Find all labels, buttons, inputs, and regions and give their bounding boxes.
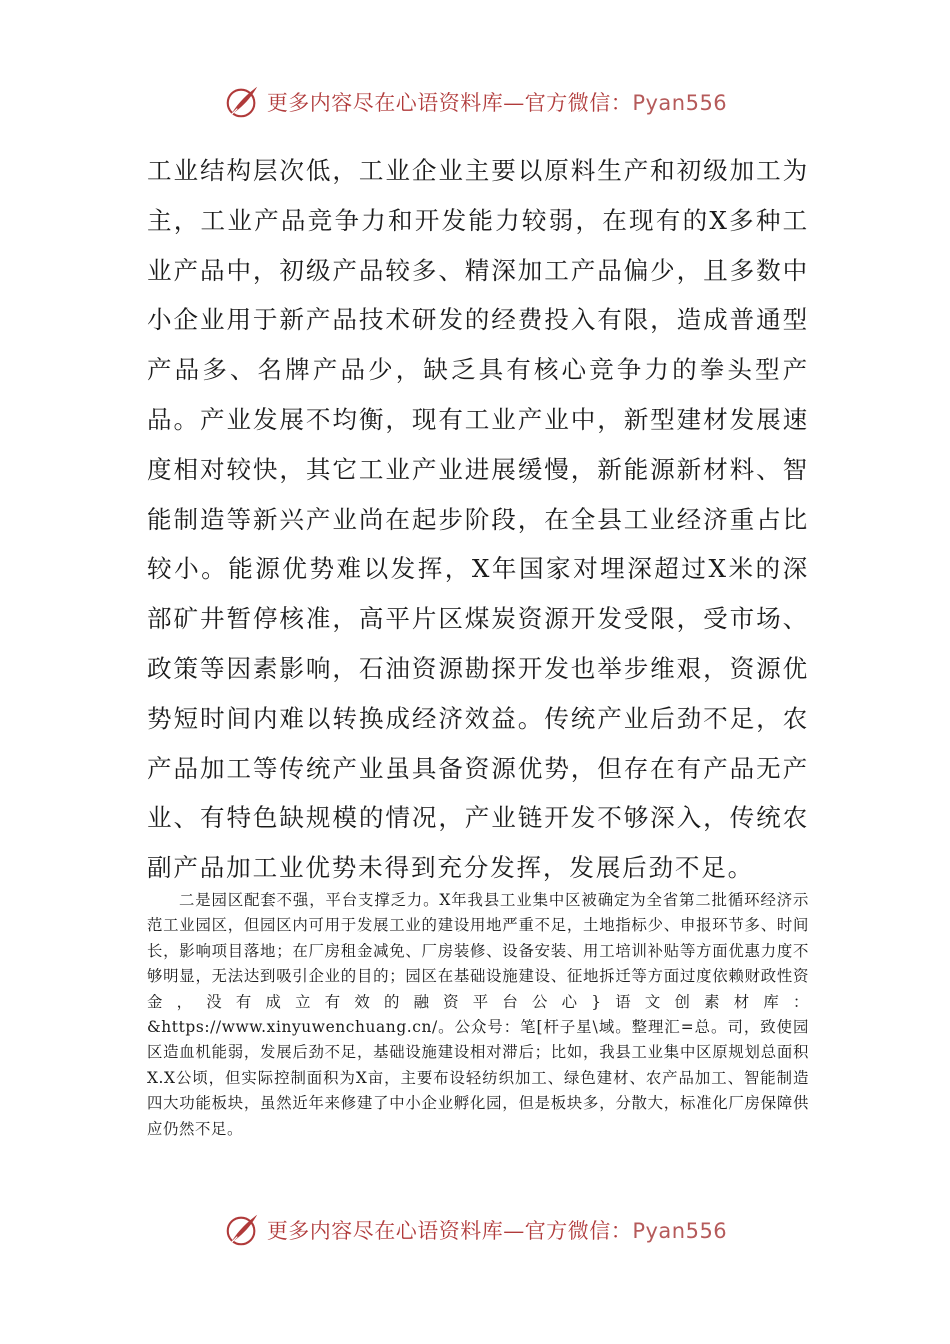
- small-paragraph: 二是园区配套不强，平台支撑乏力。X年我县工业集中区被确定为全省第二批循环经济示范工业园区，但园区内可用于发展工业的建设用地严重不足，土地指标少、申报环节多、时间长，影响项目落地；在厂房租金减免、厂房装修、设备安装、用工培训补贴等方面优惠力度不够明显，无法达到吸引企业的目的；园区在基础设施建设、征地拆迁等方面过度依赖财政性资金，没有成立有效的融资平台公心}语文创素材库：&https://www.xinyuwenchuang.cn/。公众号：笔[杆子星\域。整理汇=总。司，致使园区造血机能弱，发展后劲不足，基础设施建设相对滞后；比如，我县工业集中区原规划总面积X.X公顷，但实际控制面积为X亩，主要布设轻纺织加工、绿色建材、农产品加工、智能制造四大功能板块，虽然近年来修建了中小企业孵化园，但是板块多，分散大，标准化厂房保障供应仍然不足。: [147, 891, 809, 1138]
- wechat-id: Pyan556: [632, 1219, 728, 1243]
- quill-pen-icon: [223, 83, 261, 121]
- body-paragraph: 工业结构层次低，工业企业主要以原料生产和初级加工为主，工业产品竞争力和开发能力较弱，在现有的X多种工业产品中，初级产品较多、精深加工产品偏少，且多数中小企业用于新产品技术研发的经费投入有限，造成普通型产品多、名牌产品少，缺乏具有核心竞争力的拳头型产品。产业发展不均衡，现有工业产业中，新型建材发展速度相对较快，其它工业产业进展缓慢，新能源新材料、智能制造等新兴产业尚在起步阶段，在全县工业经济重占比较小。能源优势难以发挥，X年国家对埋深超过X米的深部矿井暂停核准，高平片区煤炭资源开发受限，受市场、政策等因素影响，石油资源勘探开发也举步维艰，资源优势短时间内难以转换成经济效益。传统产业后劲不足，农产品加工等传统产业虽具备资源优势，但存在有产品无产业、有特色缺规模的情况，产业链开发不够深入，传统农副产品加工业优势未得到充分发挥，发展后劲不足。: [147, 156, 809, 883]
- wechat-id: Pyan556: [632, 91, 728, 115]
- quill-pen-icon: [223, 1211, 261, 1249]
- footer-banner: [0, 1208, 950, 1252]
- banner-text: 更多内容尽在心语资料库—官方微信：Pyan556: [266, 1219, 728, 1243]
- header-banner: [0, 80, 950, 124]
- banner-text: 更多内容尽在心语资料库—官方微信：Pyan556: [266, 91, 728, 115]
